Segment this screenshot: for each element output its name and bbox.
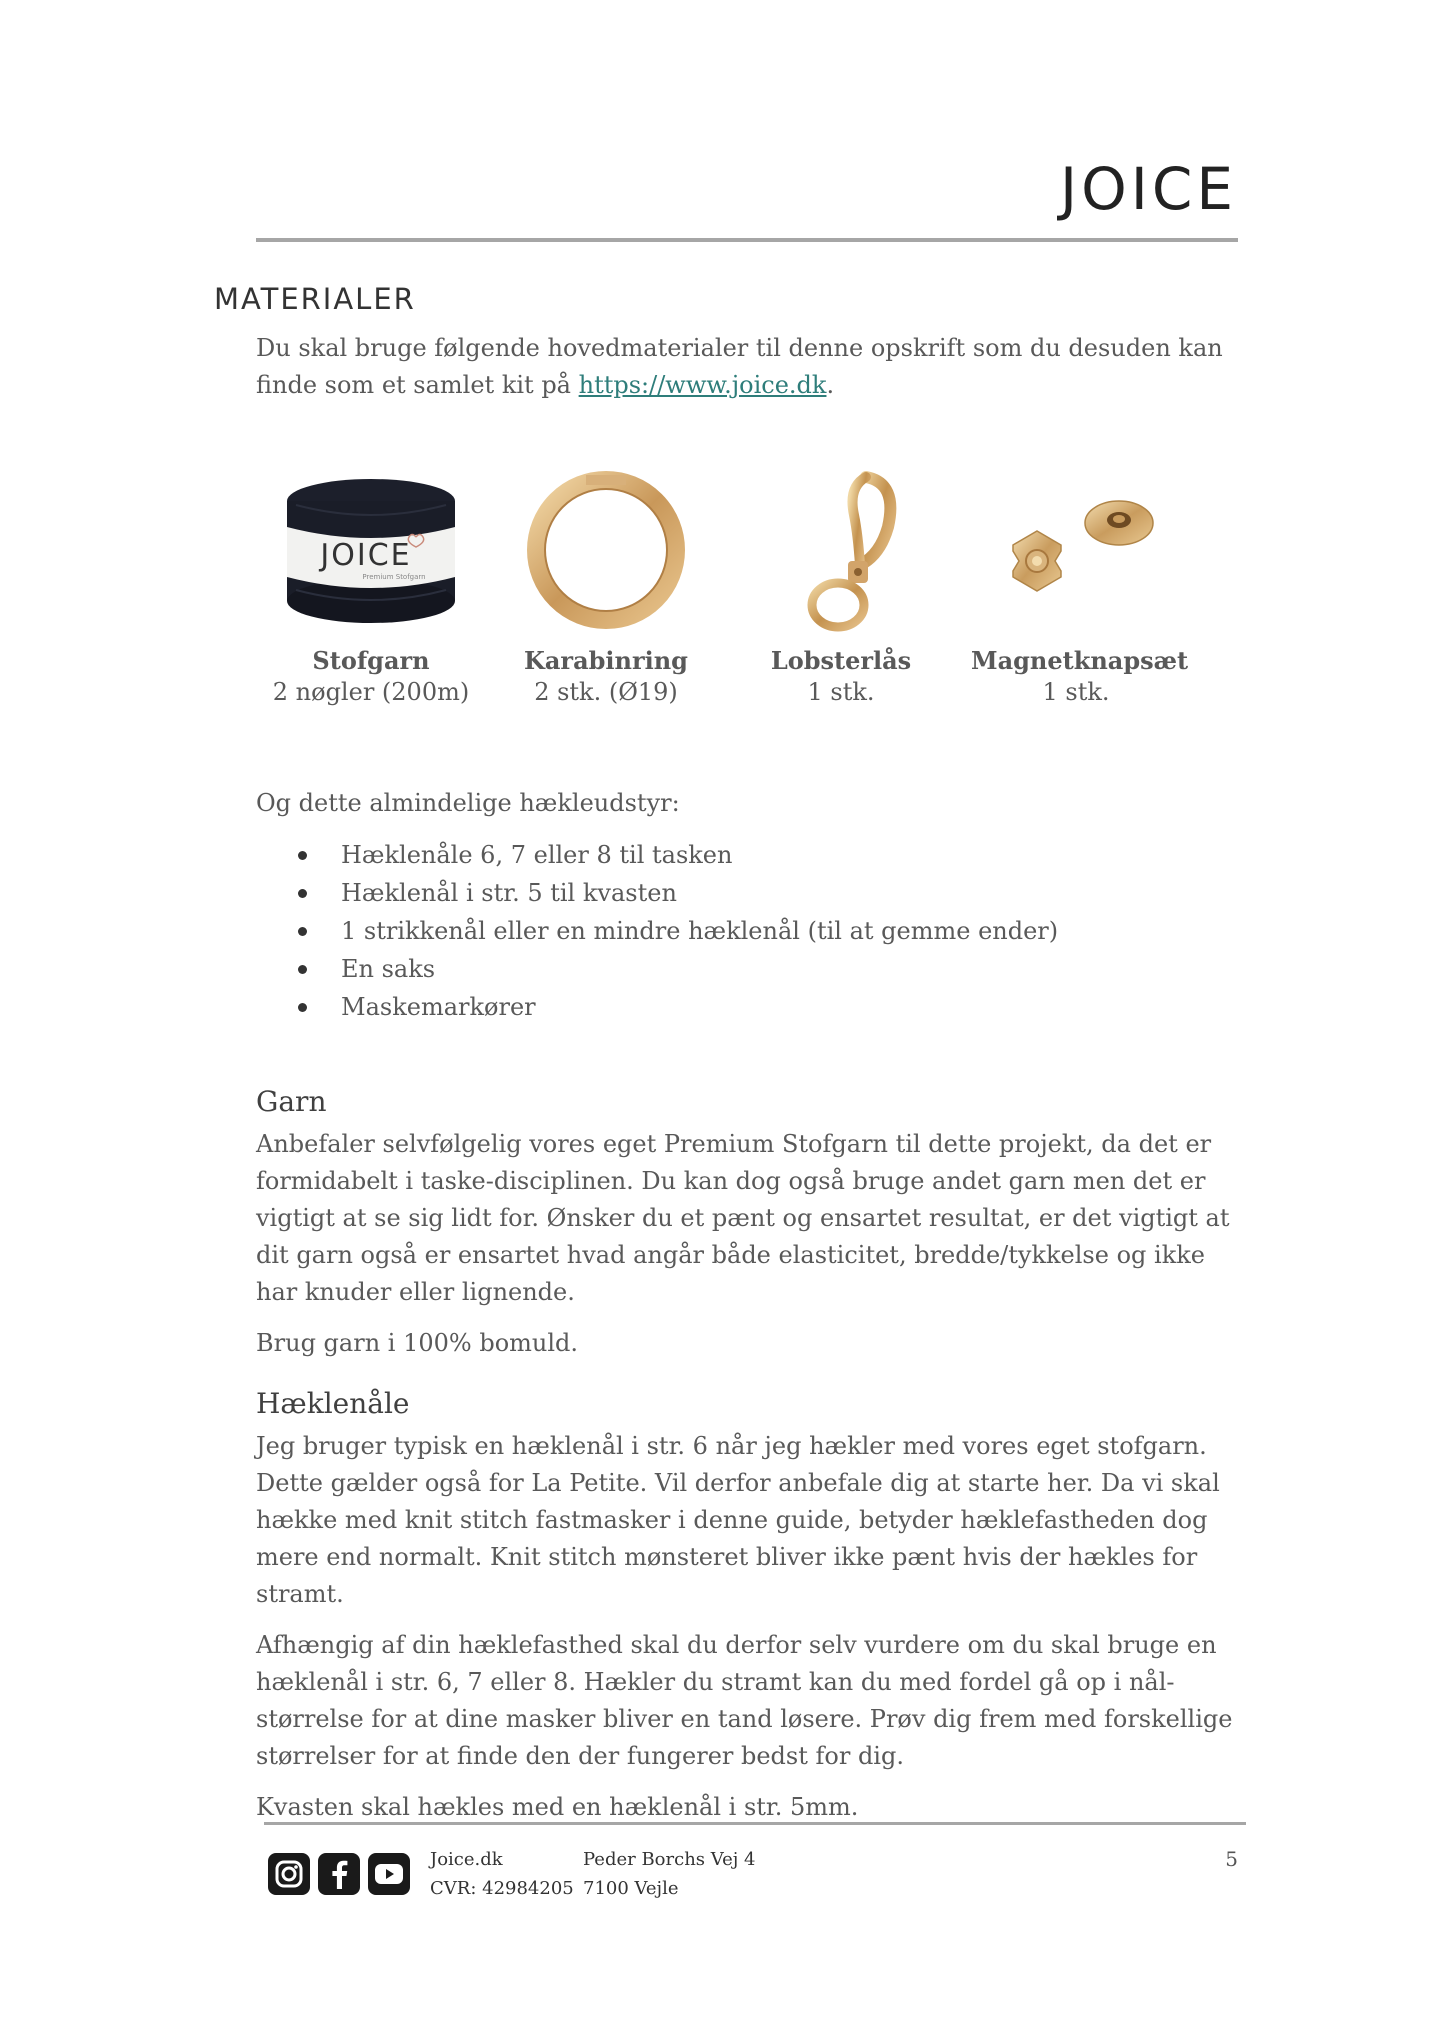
material-name: Magnetknapsæt — [971, 646, 1189, 675]
footer-divider — [264, 1822, 1246, 1825]
hooks-paragraph: Kvasten skal hækles med en hæklenål i str. 5mm. — [256, 1793, 859, 1821]
yarn-label-brand: JOICE — [320, 538, 412, 573]
list-item: 1 strikkenål eller en mindre hæklenål (til at gemme ender) — [256, 912, 1241, 950]
material-qty: 2 stk. (Ø19) — [534, 678, 678, 706]
hooks-section — [256, 1384, 1241, 1840]
magnet-button-image — [971, 465, 1181, 635]
materials-intro: Du skal bruge følgende hovedmaterialer til denne opskrift som du desuden kan finde som et samlet kit på https://www.joice.dk. — [256, 334, 1223, 399]
list-item: En saks — [256, 950, 1241, 988]
footer-address — [583, 1845, 756, 1903]
header-divider — [256, 238, 1238, 242]
material-karabinring — [501, 465, 711, 707]
footer-street: Peder Borchs Vej 4 — [583, 1849, 756, 1870]
yarn-image — [266, 465, 476, 635]
material-name: Stofgarn — [312, 646, 430, 675]
equipment-section — [256, 785, 1241, 1026]
bullet-icon — [298, 851, 307, 860]
garn-paragraph: Brug garn i 100% bomuld. — [256, 1329, 579, 1357]
hooks-paragraph: Afhængig af din hæklefasthed skal du derfor selv vurdere om du skal bruge en hæklenål i str. 6, 7 eller 8. Hækler du stramt kan du med fordel gå op i nål-størrelse for at dine masker bliver en tand løsere. Prøv dig frem med forskellige størrelser for at finde den der fungerer bedst for dig. — [256, 1631, 1233, 1770]
hooks-paragraph: Jeg bruger typisk en hæklenål i str. 6 når jeg hækler med vores eget stofgarn. Dette gælder også for La Petite. Vil derfor anbefale dig at starte her. Da vi skal hække med knit stitch fastmasker i denne guide, betyder hæklefastheden dog mere end normalt. Knit stitch mønsteret bliver ikke pænt hvis der hækles for stramt. — [256, 1432, 1220, 1608]
material-qty: 2 nøgler (200m) — [272, 678, 470, 706]
bullet-icon — [298, 1003, 307, 1012]
social-links — [268, 1853, 410, 1895]
material-name: Karabinring — [524, 646, 688, 675]
footer-city: 7100 Vejle — [583, 1878, 679, 1899]
material-qty: 1 stk. — [807, 678, 875, 706]
garn-section — [256, 1082, 1241, 1376]
bullet-icon — [298, 965, 307, 974]
list-item: Maskemarkører — [256, 988, 1241, 1026]
list-item: Hæklenål i str. 5 til kvasten — [256, 874, 1241, 912]
material-name: Lobsterlås — [770, 646, 912, 675]
materials-row — [266, 465, 1206, 715]
brand-logo: JOICE — [1059, 155, 1237, 223]
page-number: 5 — [1225, 1847, 1238, 1871]
materials-heading: MATERIALER — [214, 282, 416, 316]
list-item: Hæklenåle 6, 7 eller 8 til tasken — [256, 836, 1241, 874]
bullet-icon — [298, 927, 307, 936]
footer-cvr: CVR: 42984205 — [430, 1878, 574, 1899]
material-magnetknapsaet — [971, 465, 1189, 707]
joice-link[interactable]: https://www.joice.dk — [578, 371, 827, 399]
lobster-clasp-image — [736, 465, 946, 635]
material-qty: 1 stk. — [1042, 678, 1110, 706]
ring-image — [501, 465, 711, 635]
garn-heading: Garn — [256, 1085, 327, 1118]
hooks-heading: Hæklenåle — [256, 1387, 410, 1420]
material-lobsterlas — [736, 465, 946, 707]
bullet-icon — [298, 889, 307, 898]
equipment-list — [256, 836, 1241, 1026]
yarn-label-sub: Premium Stofgarn — [362, 573, 426, 581]
page-footer — [268, 1845, 1238, 1915]
facebook-icon[interactable] — [318, 1853, 360, 1895]
footer-site: Joice.dk — [430, 1849, 503, 1870]
youtube-icon[interactable] — [368, 1853, 410, 1895]
footer-company — [430, 1845, 574, 1903]
instagram-icon[interactable] — [268, 1853, 310, 1895]
material-stofgarn — [266, 465, 476, 707]
equipment-intro: Og dette almindelige hækleudstyr: — [256, 789, 680, 817]
garn-paragraph: Anbefaler selvfølgelig vores eget Premium Stofgarn til dette projekt, da det er formidabelt i taske-disciplinen. Du kan dog også bruge andet garn men det er vigtigt at se sig lidt for. Ønsker du et pænt og ensartet resultat, er det vigtigt at dit garn også er ensartet hvad angår både elasticitet, bredde/tykkelse og ikke har knuder eller lignende. — [256, 1130, 1230, 1306]
